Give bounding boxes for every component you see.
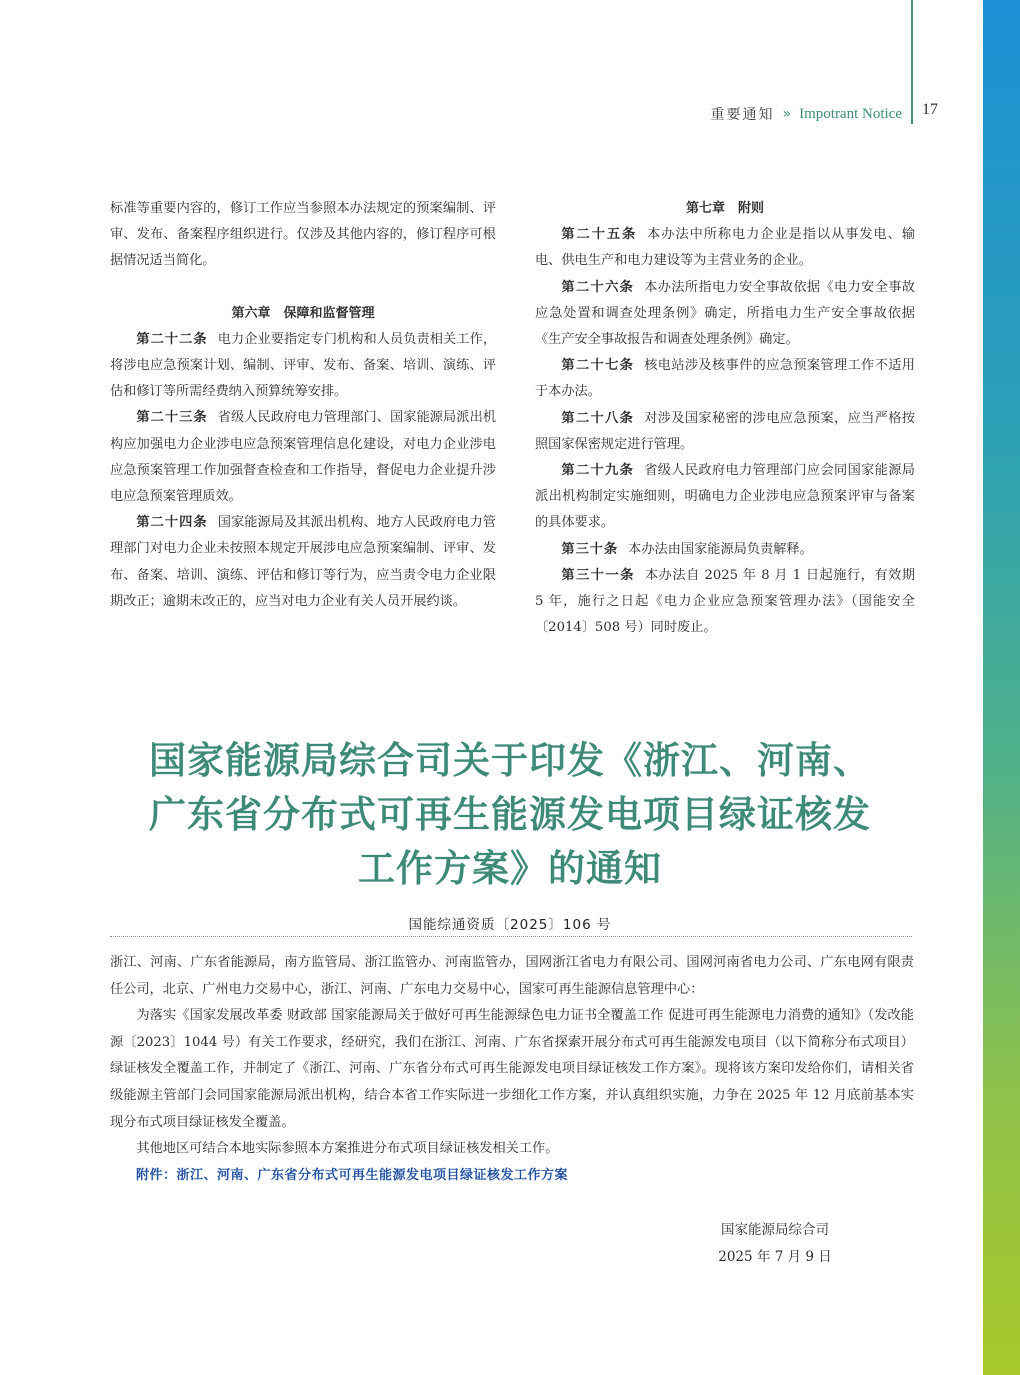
article-26	[535, 275, 915, 354]
article-label: 第二十六条	[561, 279, 635, 295]
article-text: 电力企业要指定专门机构和人员负责相关工作，将涉电应急预案计划、编制、评审、发布、备案、培训、演练、评估和修订等所需经费纳入预算统筹安排。	[110, 331, 497, 400]
section-title-zh: 重要通知	[710, 107, 775, 123]
left-column	[110, 196, 496, 615]
header-vertical-rule	[911, 0, 913, 124]
article-label: 第二十四条	[136, 515, 208, 531]
article-25	[535, 222, 915, 274]
issuer: 国家能源局综合司	[721, 1222, 829, 1238]
notice-title	[110, 734, 910, 896]
article-28	[535, 406, 915, 458]
article-text: 本办法自 2025 年 8 月 1 日起施行，有效期 5 年，施行之日起《电力企业应急预案管理办法》（国能安全〔2014〕508 号）同时废止。	[535, 567, 916, 636]
chapter-6-heading: 第六章 保障和监督管理	[231, 305, 375, 321]
article-label: 第二十二条	[136, 331, 208, 347]
notice-title-line-3: 工作方案》的通知	[358, 847, 662, 890]
article-label: 第二十七条	[561, 358, 635, 374]
article-text: 省级人民政府电力管理部门、国家能源局派出机构应加强电力企业涉电应急预案管理信息化建设，对电力企业涉电应急预案管理工作加强督查检查和工作指导，督促电力企业提升涉电应急预案管理质效。	[110, 410, 497, 505]
notice-body	[110, 950, 914, 1189]
article-29	[535, 458, 915, 537]
article-text: 本办法由国家能源局负责解释。	[628, 541, 813, 557]
article-text: 省级人民政府电力管理部门应会同国家能源局派出机构制定实施细则，明确电力企业涉电应急预案评审与备案的具体要求。	[535, 463, 915, 531]
article-31	[535, 563, 915, 642]
notice-title-line-1: 国家能源局综合司关于印发《浙江、河南、	[149, 739, 871, 782]
article-text: 核电站涉及核事件的应急预案管理工作不适用于本办法。	[535, 358, 915, 400]
running-header	[640, 103, 902, 125]
chevron-icon: »	[782, 106, 792, 122]
article-23	[110, 405, 496, 510]
article-label: 第三十一条	[561, 567, 635, 583]
article-27	[535, 353, 915, 405]
attachment-link[interactable]: 附件：浙江、河南、广东省分布式可再生能源发电项目绿证核发工作方案	[136, 1167, 569, 1183]
addressees: 浙江、河南、广东省能源局，南方监管局、浙江监管办、河南监管办，国网浙江省电力有限公司、国网河南省电力公司、广东电网有限责任公司，北京、广州电力交易中心，浙江、河南、广东电力交易中心，国家可再生能源信息管理中心：	[110, 955, 914, 997]
article-22	[110, 327, 496, 406]
page-number: 17	[922, 101, 938, 118]
issue-date: 2025 年 7 月 9 日	[718, 1249, 832, 1265]
article-label: 第三十条	[561, 541, 619, 557]
document-number: 国能综通资质〔2025〕106 号	[408, 917, 612, 933]
body-paragraph-2: 其他地区可结合本地实际参照本方案推进分布式项目绿证核发相关工作。	[136, 1141, 559, 1157]
article-text: 对涉及国家秘密的涉电应急预案，应当严格按照国家保密规定进行管理。	[535, 410, 915, 452]
right-column	[535, 196, 915, 641]
article-label: 第二十五条	[561, 227, 638, 243]
article-label: 第二十八条	[561, 410, 635, 426]
notice-title-line-2: 广东省分布式可再生能源发电项目绿证核发	[149, 793, 871, 836]
article-text: 本办法中所称电力企业是指以从事发电、输电、供电生产和电力建设等为主营业务的企业。	[535, 227, 916, 269]
chapter-7-heading: 第七章 附则	[685, 201, 764, 216]
article-text: 本办法所指电力安全事故依据《电力安全事故应急处置和调查处理条例》确定，所指电力生产安全事故依据《生产安全事故报告和调查处理条例》确定。	[535, 279, 915, 348]
dotted-divider	[110, 936, 912, 937]
article-text: 国家能源局及其派出机构、地方人民政府电力管理部门对电力企业未按照本规定开展涉电应急预案编制、评审、发布、备案、培训、演练、评估和修订等行为，应当责令电力企业限期改正；逾期未改正的，应当对电力企业有关人员开展约谈。	[110, 515, 497, 609]
article-24	[110, 510, 496, 615]
article-30	[535, 537, 915, 563]
article-label: 第二十三条	[136, 410, 208, 426]
article-label: 第二十九条	[561, 463, 635, 479]
decorative-gradient-sidebar	[983, 0, 1020, 1375]
continuation-paragraph: 标准等重要内容的，修订工作应当参照本办法规定的预案编制、评审、发布、备案程序组织进行。仅涉及其他内容的，修订程序可根据情况适当简化。	[110, 201, 496, 269]
signature-block	[700, 1217, 850, 1271]
body-paragraph-1: 为落实《国家发展改革委 财政部 国家能源局关于做好可再生能源绿色电力证书全覆盖工作 促进可再生能源电力消费的通知》（发改能源〔2023〕1044 号）有关工作要求，经研究，我们在浙江、河南、广东省探索开展分布式可再生能源发电项目（以下简称分布式项目）绿证核发全覆盖工作，并制定了《浙江、河南、广东省分布式可再生能源发电项目绿证核发工作方案》。现将该方案印发给你们，请相关省级能源主管部门会同国家能源局派出机构，结合本省工作实际进一步细化工作方案，并认真组织实施，力争在 2025 年 12 月底前基本实现分布式项目绿证核发全覆盖。	[110, 1008, 914, 1130]
section-title-en: Impotrant Notice	[799, 105, 902, 122]
